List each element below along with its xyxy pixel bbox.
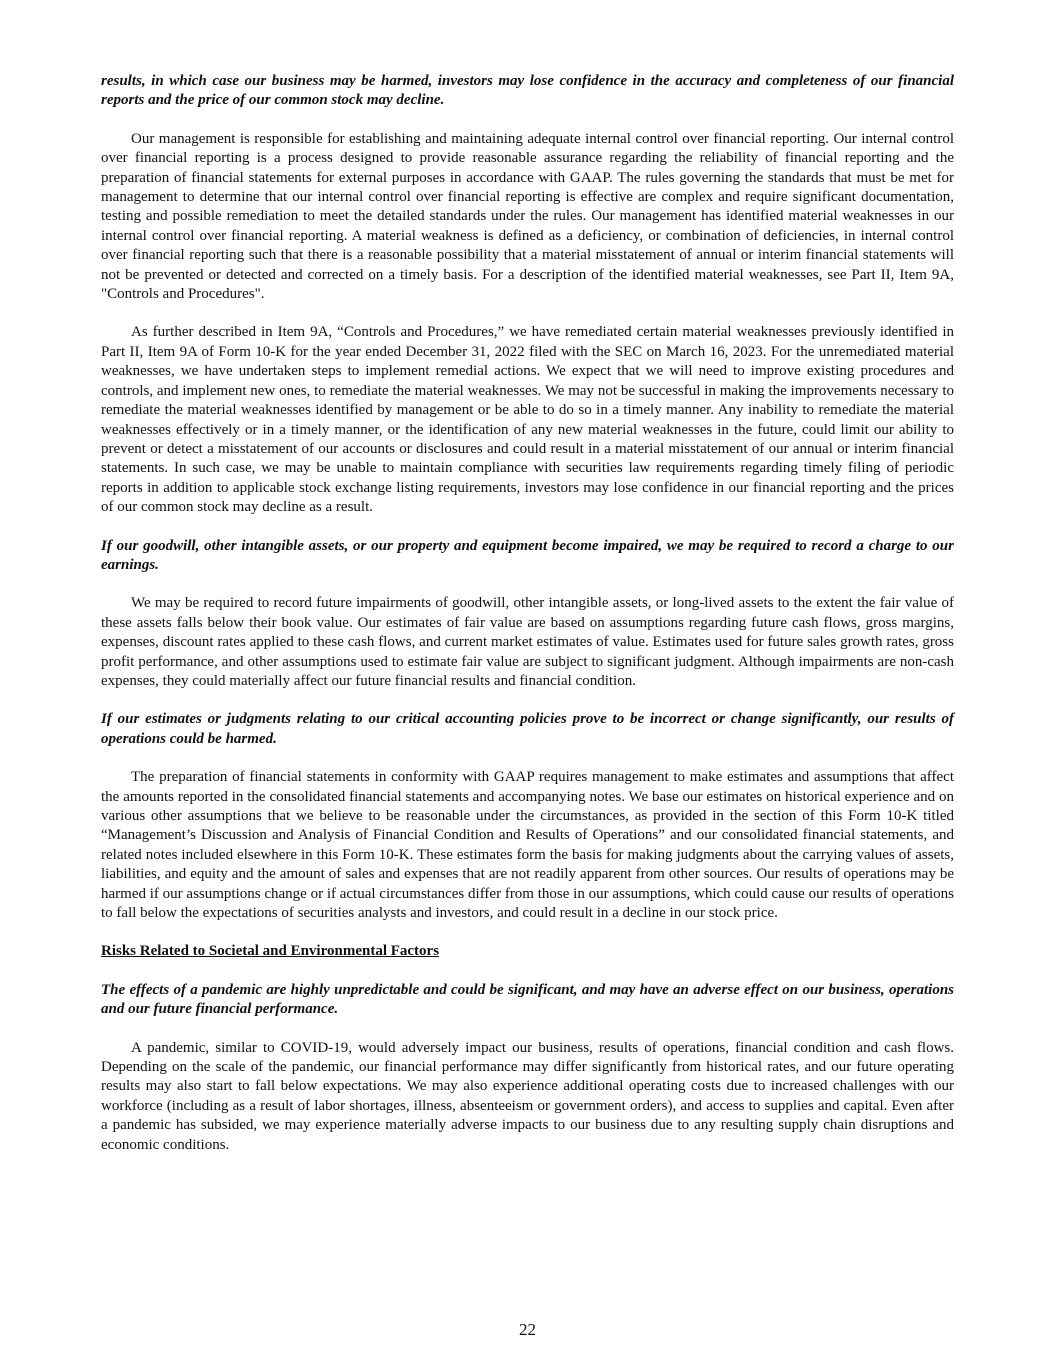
body-paragraph: As further described in Item 9A, “Controls and Procedures,” we have remediated certain material weaknesses previously identified in Part II, Item 9A of Form 10-K for the year ended December 31, 2022 filed with the SEC on March 16, 2023. For the unremediated material weaknesses, we have undertaken steps to implement remedial actions. We expect that we will need to improve existing procedures and controls, and implement new ones, to remediate the material weaknesses. We may not be successful in making the improvements necessary to remediate the material weaknesses identified by management or be able to do so in a timely manner. Any inability to remediate the material weaknesses effectively or in a timely manner, or the identification of any new material weaknesses in the future, could limit our ability to prevent or detect a misstatement of our accounts or disclosures and could result in a material misstatement of our annual or interim financial statements. In such case, we may be unable to maintain compliance with securities law requirements regarding timely filing of periodic reports in addition to applicable stock exchange listing requirements, investors may lose confidence in our financial reporting and the prices of our common stock may decline as a result. [101, 324, 954, 516]
risk-heading: If our goodwill, other intangible assets, or our property and equipment become impaired, we may be required to record a charge to our earnings. [101, 537, 954, 573]
section-heading: Risks Related to Societal and Environmental Factors [101, 943, 440, 960]
risk-heading: The effects of a pandemic are highly unpredictable and could be significant, and may have an adverse effect on our business, operations and our future financial performance. [101, 981, 954, 1018]
body-paragraph: We may be required to record future impairments of goodwill, other intangible assets, or long-lived assets to the extent the fair value of these assets falls below their book value. Our estimates of fair value are based on assumptions regarding future cash flows, gross margins, expenses, discount rates applied to these cash flows, and current market estimates of value. Estimates used for future sales growth rates, gross profit performance, and other assumptions used to estimate fair value are subject to significant judgment. Although impairments are non-cash expenses, they could materially affect our future financial results and financial condition. [101, 595, 954, 689]
body-paragraph: Our management is responsible for establishing and maintaining adequate internal control over financial reporting. Our internal control over financial reporting is a process designed to provide reasonable assurance regarding the reliability of financial reporting and the preparation of financial statements for external purposes in accordance with GAAP. The rules governing the standards that must be met for management to determine that our internal control over financial reporting is effective are complex and require significant documentation, testing and possible remediation to meet the detailed standards under the rules. Our management has identified material weaknesses in our internal control over financial reporting. A material weakness is defined as a deficiency, or combination of deficiencies, in internal control over financial reporting such that there is a reasonable possibility that a material misstatement of annual or interim financial statements will not be prevented or detected and corrected on a timely basis. For a description of the identified material weaknesses, see Part II, Item 9A, "Controls and Procedures". [101, 130, 954, 303]
risk-heading: results, in which case our business may be harmed, investors may lose confidence in the accuracy and completeness of our financial reports and the price of our common stock may decline. [101, 73, 954, 109]
risk-heading: If our estimates or judgments relating to our critical accounting policies prove to be incorrect or change significantly, our results of operations could be harmed. [101, 711, 954, 747]
body-paragraph: A pandemic, similar to COVID-19, would adversely impact our business, results of operations, financial condition and cash flows. Depending on the scale of the pandemic, our financial performance may differ significantly from historical rates, and our future operating results may also start to fall below expectations. We may also experience additional operating costs due to increased challenges with our workforce (including as a result of labor shortages, illness, absenteeism or government orders), and access to supplies and capital. Even after a pandemic has subsided, we may experience materially adverse impacts to our business due to any resulting supply chain disruptions and economic conditions. [101, 1039, 954, 1153]
body-paragraph: The preparation of financial statements in conformity with GAAP requires management to make estimates and assumptions that affect the amounts reported in the consolidated financial statements and accompanying notes. We base our estimates on historical experience and on various other assumptions that we believe to be reasonable under the circumstances, as provided in the section of this Form 10-K titled “Management’s Discussion and Analysis of Financial Condition and Results of Operations” and our consolidated financial statements, and related notes included elsewhere in this Form 10-K. These estimates form the basis for making judgments about the carrying values of assets, liabilities, and equity and the amount of sales and expenses that are not readily apparent from other sources. Our results of operations may be harmed if our assumptions change or if actual circumstances differ from those in our assumptions, which could cause our results of operations to fall below the expectations of securities analysts and investors, and could result in a decline in our stock price. [101, 769, 954, 922]
document-page [101, 72, 954, 1155]
page-number: 22 [519, 1320, 536, 1339]
